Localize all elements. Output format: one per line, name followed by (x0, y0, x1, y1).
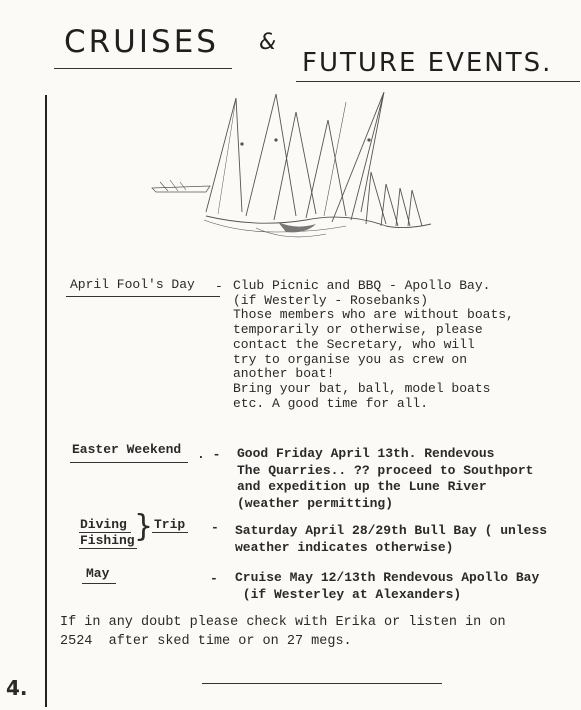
sailboats-illustration (146, 92, 436, 242)
detail-line: Those members who are without boats, (233, 307, 514, 323)
detail-line: contact the Secretary, who will (233, 336, 475, 352)
detail-line: weather indicates otherwise) (235, 539, 454, 555)
detail-line: try to organise you as crew on (233, 351, 468, 367)
event-dash: - (215, 279, 223, 294)
detail-line: etc. A good time for all. (233, 395, 429, 411)
event-dash: - (211, 520, 219, 535)
event-label-trip: Trip (154, 517, 186, 532)
title-future-events: FUTURE EVENTS. (302, 48, 553, 78)
detail-line: temporarily or otherwise, please (233, 322, 483, 338)
event-label-diving: Diving (80, 517, 127, 532)
footer-line: If in any doubt please check with Erika or listen in on (60, 615, 506, 630)
event-dash: - (210, 571, 218, 586)
footer-note (60, 613, 506, 651)
detail-line: (weather permitting) (237, 495, 394, 511)
detail-line: (if Westerly - Rosebanks) (233, 292, 429, 308)
detail-line: Bring your bat, ball, model boats (233, 380, 491, 396)
detail-line: and expedition up the Lune River (237, 479, 487, 494)
event-label-may: May (86, 566, 110, 581)
detail-line: Cruise May 12/13th Rendevous Apollo Bay (235, 570, 540, 585)
event-label-underline (79, 548, 137, 549)
detail-line: Saturday April 28/29th Bull Bay ( unless (235, 523, 548, 538)
detail-line: Good Friday April 13th. Rendevous (237, 446, 495, 461)
event-label-underline (82, 583, 116, 584)
event-details-diving-trip (235, 523, 547, 556)
title-underline-right (296, 81, 580, 82)
event-details-april-fools (233, 279, 514, 411)
footer-rule (202, 683, 442, 684)
detail-line: The Quarries.. ?? proceed to Southport (237, 462, 534, 478)
event-label-underline (66, 296, 220, 297)
event-label-underline (152, 532, 188, 533)
detail-line: (if Westerley at Alexanders) (235, 586, 462, 602)
title-ampersand: & (259, 30, 279, 55)
event-details-easter (237, 446, 533, 512)
detail-line: Club Picnic and BBQ - Apollo Bay. (233, 278, 491, 293)
brace-glyph: } (134, 509, 154, 544)
event-label-april-fools: April Fool's Day (70, 277, 195, 292)
title-underline-left (54, 68, 232, 69)
event-label-underline (70, 462, 188, 463)
margin-line (45, 95, 47, 707)
event-dash: . - (197, 447, 221, 462)
title-cruises: CRUISES (64, 24, 219, 60)
detail-line: another boat! (233, 366, 335, 382)
event-label-easter: Easter Weekend (72, 442, 182, 457)
event-details-may (235, 570, 539, 603)
footer-line: 2524 after sked time or on 27 megs. (60, 634, 352, 649)
event-label-fishing: Fishing (80, 533, 135, 548)
page-number: 4. (6, 676, 28, 700)
